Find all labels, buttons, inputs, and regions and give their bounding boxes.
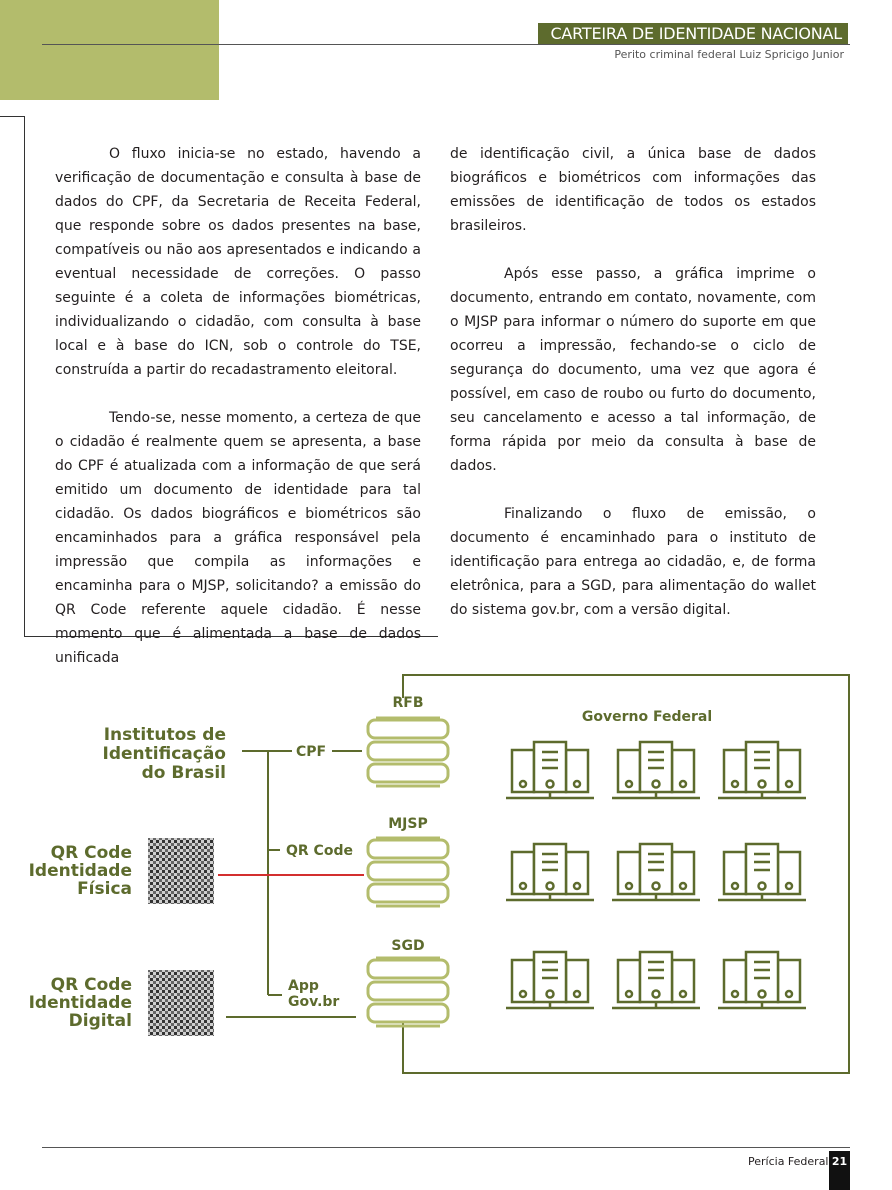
gov-server-icon <box>718 952 806 1008</box>
gov-server-icon <box>506 742 594 798</box>
qr-fisica-label: QR Code <box>50 843 132 863</box>
author-line: Perito criminal federal Luiz Spricigo Junior <box>614 48 844 61</box>
server-title-sgd: SGD <box>391 938 425 954</box>
footer-publication: Perícia Federal <box>748 1155 829 1168</box>
gov-server-icon <box>506 952 594 1008</box>
cpf-label: CPF <box>296 744 327 760</box>
server-title-mjsp: MJSP <box>388 816 428 832</box>
server-stack-rfb-icon <box>368 718 448 786</box>
qr-digital-label: Digital <box>68 1011 132 1031</box>
app-label: Gov.br <box>288 994 340 1010</box>
institutos-label: Identificação <box>102 744 226 764</box>
paragraph: O fluxo inicia-se no estado, havendo a verificação de documentação e consulta à base de dados do CPF, da Secretaria de Receita Federal, que responde sobre os dados presentes na base, compatíveis ou não aos apresentados e indicando a eventual necessidade de correções. O passo seguinte é a coleta de informações biométricas, individualizando o cidadão, com consulta à base local e à base do ICN, sob o controle do TSE, construída a partir do recadastramento eleitoral. <box>55 146 421 378</box>
corner-decoration <box>0 0 219 100</box>
paragraph: de identificação civil, a única base de dados biográficos e biométricos com informações das emissões de identificação de todos os estados brasileiros. <box>450 146 816 234</box>
qr-fisica-label: Identidade <box>28 861 132 881</box>
qr-digital-label: Identidade <box>28 993 132 1013</box>
header-rule <box>42 44 850 45</box>
governo-frame <box>403 675 849 1073</box>
gov-server-icon <box>612 742 700 798</box>
page-number: 21 <box>829 1151 850 1190</box>
institutos-label: do Brasil <box>141 763 226 783</box>
qr-fisica-label: Física <box>77 879 132 899</box>
text-frame-left <box>24 116 25 636</box>
paragraph: Tendo-se, nesse momento, a certeza de que o cidadão é realmente quem se apresenta, a base do CPF é atualizada com a informação de que será emitido um documento de identidade para tal cidadão. Os dados biográficos e biométricos são encaminhados para a gráfica responsável pela impressão que compila as informações e encaminha para o MJSP, solicitando? a emissão do QR Code referente aquele cidadão. É nesse momento que é alimentada a base de dados unificada <box>55 410 421 666</box>
gov-server-icon <box>506 844 594 900</box>
gov-server-icon <box>612 952 700 1008</box>
institutos-label: Institutos de <box>103 725 226 745</box>
footer-rule <box>42 1147 850 1148</box>
article-column-left <box>55 142 421 670</box>
paragraph: Após esse passo, a gráfica imprime o documento, entrando em contato, novamente, com o MJSP para informar o número do suporte em que ocorreu a impressão, fechando-se o ciclo de segurança do documento, uma vez que agora é possível, em caso de roubo ou furto do documento, seu cancelamento e acesso a tal informação, de forma rápida por meio da consulta à base de dados. <box>450 266 816 474</box>
gov-server-icon <box>612 844 700 900</box>
section-title: CARTEIRA DE IDENTIDADE NACIONAL <box>538 23 848 44</box>
qr-digital-label: QR Code <box>50 975 132 995</box>
paragraph: Finalizando o fluxo de emissão, o documento é encaminhado para o instituto de identificação para entrega ao cidadão, e, de forma eletrônica, para a SGD, para alimentação do wallet do sistema gov.br, com a versão digital. <box>450 506 816 618</box>
text-frame-top <box>0 116 25 117</box>
gov-server-icon <box>718 742 806 798</box>
article-column-right <box>450 142 816 622</box>
governo-federal-title: Governo Federal <box>581 709 713 725</box>
gov-server-icon <box>718 844 806 900</box>
app-label: App <box>288 978 319 994</box>
qr-code-label: QR Code <box>286 843 353 859</box>
server-stack-sgd-icon <box>368 958 448 1026</box>
server-stack-mjsp-icon <box>368 838 448 906</box>
identity-flow-diagram <box>0 660 892 1090</box>
qr-code-fisica <box>148 838 214 904</box>
qr-code-digital <box>148 970 214 1036</box>
server-title-rfb: RFB <box>392 695 424 711</box>
